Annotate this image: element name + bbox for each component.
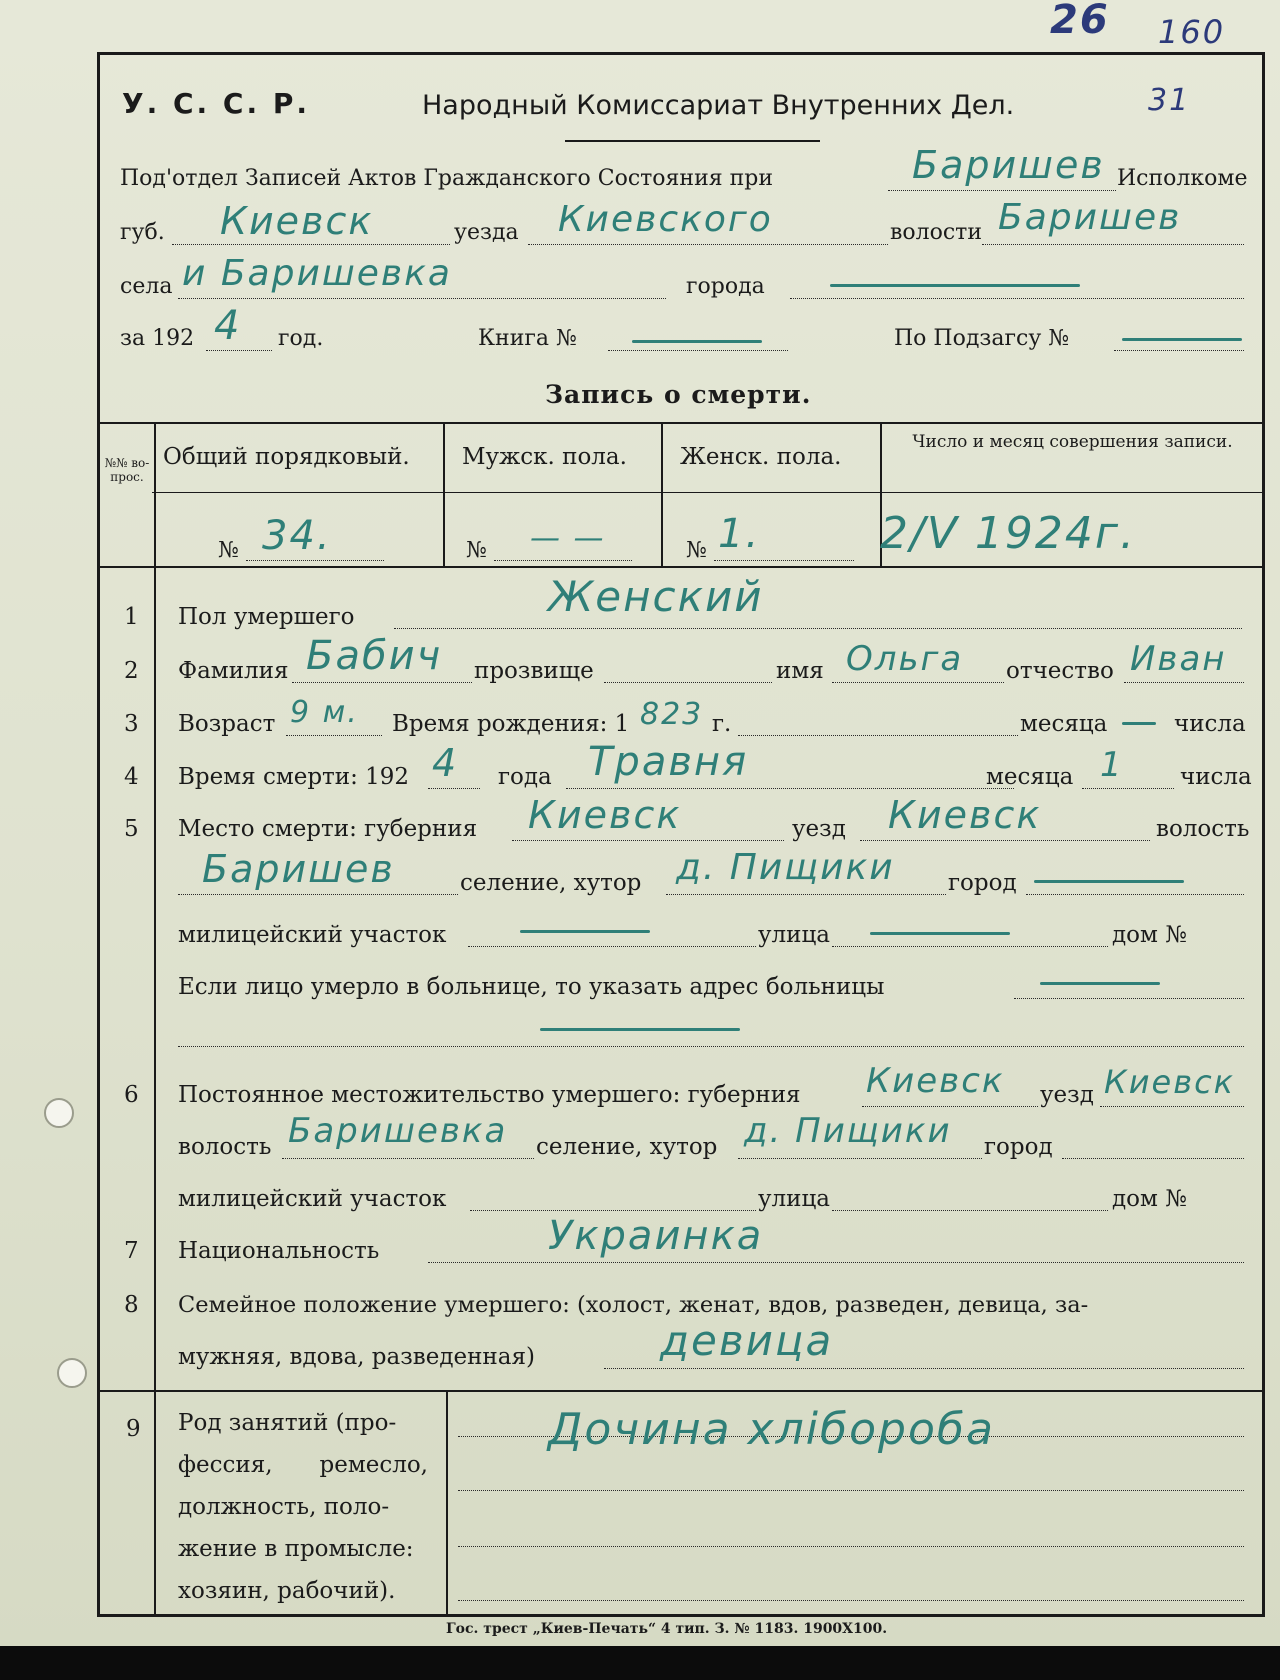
volost-label: волости — [890, 220, 983, 245]
row-6-gorod-dots — [1062, 1158, 1244, 1159]
printer-footer: Гос. трест „Киев-Печать“ 4 тип. З. № 1183. 1900Х100. — [446, 1621, 888, 1637]
row-2-prozv-label: прозвище — [474, 658, 594, 684]
row-4-chisla-label: числа — [1180, 764, 1252, 790]
col-male-header: Мужск. пола. — [462, 444, 627, 470]
gub-hw: Киевск — [220, 199, 374, 243]
volost-hw: Баришев — [998, 197, 1182, 238]
row-7-hw: Украинка — [548, 1213, 764, 1259]
gub-dots — [172, 244, 450, 245]
sheet-number: 160 — [1158, 13, 1226, 51]
row-5-ulica-label: улица — [758, 922, 830, 948]
row-9-dots-2 — [458, 1490, 1244, 1491]
female-hw: 1. — [718, 511, 761, 557]
row-3-mes-label: месяца — [1020, 711, 1108, 737]
col-date-header: Число и месяц совершения записи. — [912, 432, 1233, 452]
republic-title: У. С. С. Р. — [122, 87, 310, 120]
row-6-uezd-dots — [1100, 1106, 1244, 1107]
female-no-label: № — [686, 538, 707, 563]
row-2-prozv-dots — [604, 682, 772, 683]
row-5-hospital-dots-2 — [178, 1046, 1244, 1047]
row-2-imya-dots — [832, 682, 1004, 683]
row-3-g-dots — [738, 735, 1018, 736]
row-9-label-3: должность, поло- — [178, 1494, 390, 1520]
podzag-dots — [1114, 350, 1244, 351]
row-6-ulica-dots — [832, 1210, 1108, 1211]
record-title: Запись о смерти. — [545, 380, 812, 409]
table-top-rule — [100, 422, 1262, 424]
row-1-label: Пол умершего — [178, 604, 355, 630]
row-4-goda-label: года — [498, 764, 552, 790]
row-6-gub-dots — [862, 1106, 1038, 1107]
row-6-uezd-hw: Киевск — [1104, 1063, 1235, 1101]
row-6-selenie-hw: д. Пищики — [744, 1111, 952, 1151]
row-6-post-label: Постоянное местожительство умершего: губерния — [178, 1082, 801, 1108]
row-4-goda-dots — [566, 788, 1014, 789]
row-5-hospital-label: Если лицо умерло в больнице, то указать адрес больницы — [178, 974, 885, 1000]
row-2-imya-hw: Ольга — [846, 639, 964, 679]
gorod-dots — [790, 298, 1244, 299]
commissariat-title: Народный Комиссариат Внутренних Дел. — [422, 90, 1015, 121]
row-3-time-label: Время рождения: 1 — [392, 711, 630, 737]
row-5-ulica-dash — [870, 932, 1010, 935]
row-2-imya-label: имя — [776, 658, 824, 684]
row-7-dots — [428, 1262, 1244, 1263]
row-5-hospital-dash — [1040, 982, 1160, 985]
podzag-label: По Подзагсу № — [894, 326, 1070, 351]
selo-label: села — [120, 274, 173, 299]
row-7-label: Национальность — [178, 1238, 380, 1264]
subdept-label: Под'отдел Записей Актов Гражданского Состояния при — [120, 166, 774, 191]
female-dots — [714, 560, 854, 561]
table-bottom-rule — [100, 566, 1262, 568]
row-9-label-5: хозяин, рабочий). — [178, 1578, 396, 1604]
row-9-dots-4 — [458, 1600, 1244, 1601]
row-6-dom-label: дом № — [1112, 1186, 1187, 1212]
commissariat-hw: 31 — [1148, 83, 1191, 118]
general-no-label: № — [218, 538, 239, 563]
row-5-volost-dots — [178, 894, 458, 895]
male-hw: — — — [530, 521, 606, 556]
gorod-dash — [830, 284, 1080, 287]
row-3-num: 3 — [124, 711, 139, 737]
year-dots — [206, 350, 272, 351]
kniga-dots — [608, 350, 788, 351]
row-9-col-rule — [446, 1392, 448, 1616]
row-6-gub-hw: Киевск — [866, 1061, 1005, 1101]
volost-dots — [982, 244, 1244, 245]
row-4-time-label: Время смерти: 192 — [178, 764, 410, 790]
year-label: за 192 — [120, 326, 195, 351]
male-no-label: № — [466, 538, 487, 563]
row-9-num: 9 — [126, 1416, 141, 1442]
table-sub-rule — [152, 492, 1262, 493]
row-8-dots — [604, 1368, 1244, 1369]
row-6-ulica-label: улица — [758, 1186, 830, 1212]
row-3-vozrast-dots — [286, 735, 382, 736]
row-5-volost-label: волость — [1156, 816, 1250, 842]
table-col-2 — [443, 424, 445, 566]
row-5-num: 5 — [124, 816, 139, 842]
row-5-hospital-dash-2 — [540, 1028, 740, 1031]
row-8-label-2: мужняя, вдова, разведенная) — [178, 1344, 535, 1370]
row-9-label-4: жение в промысле: — [178, 1536, 414, 1562]
row-5-gub-hw: Киевск — [528, 793, 682, 837]
row-2-fam-hw: Бабич — [306, 633, 443, 679]
row-5-gorod-dash — [1034, 880, 1184, 883]
col-female-header: Женск. пола. — [680, 444, 842, 470]
ispolkom-label: Исполкоме — [1117, 166, 1248, 191]
row-9-label-1: Род занятий (про- — [178, 1410, 397, 1436]
kniga-label: Книга № — [478, 326, 577, 351]
row-5-uezd-dots — [860, 840, 1150, 841]
punch-hole-bottom — [57, 1358, 87, 1388]
row-9-label-2: фессия, ремесло, — [178, 1452, 428, 1478]
row-5-uezd-label: уезд — [792, 816, 846, 842]
row-6-milic-dots — [470, 1210, 756, 1211]
row-6-volost-label: волость — [178, 1134, 272, 1160]
row-5-gub-dots — [512, 840, 784, 841]
row-4-mes-dots — [1082, 788, 1174, 789]
row-5-gorod-label: город — [948, 870, 1017, 896]
row-6-volost-hw: Баришевка — [288, 1111, 508, 1151]
gorod-label: города — [686, 274, 765, 299]
male-dots — [494, 560, 632, 561]
row-5-selenie-label: селение, хутор — [460, 870, 642, 896]
general-hw: 34. — [262, 513, 332, 559]
row-6-milic-label: милицейский участок — [178, 1186, 447, 1212]
row-2-otch-dots — [1124, 682, 1244, 683]
podzag-dash — [1122, 338, 1242, 341]
god-label: год. — [278, 326, 324, 351]
row-4-mes-label: месяца — [986, 764, 1074, 790]
uezd-label: уезда — [454, 220, 519, 245]
selo-hw: и Баришевка — [182, 253, 452, 294]
row-6-volost-dots — [282, 1158, 534, 1159]
row-6-gorod-label: город — [984, 1134, 1053, 1160]
gub-label: губ. — [120, 220, 165, 245]
row-5-gorod-dots — [1026, 894, 1244, 895]
general-dots — [246, 560, 384, 561]
subdept-hw: Баришев — [912, 143, 1105, 187]
punch-hole-top — [44, 1098, 74, 1128]
row-3-mes-dash — [1122, 722, 1156, 725]
row-3-vozrast-hw: 9 м. — [290, 695, 359, 730]
col-general-header: Общий порядковый. — [163, 444, 410, 470]
row-5-dom-label: дом № — [1112, 922, 1187, 948]
row-3-vozrast-label: Возраст — [178, 711, 276, 737]
row-8-hw: девица — [660, 1316, 834, 1365]
row-9-hw: Дочина хлібороба — [548, 1404, 995, 1455]
uezd-dots — [528, 244, 888, 245]
row-8-label-1: Семейное положение умершего: (холост, женат, вдов, разведен, девица, за- — [178, 1292, 1089, 1318]
archive-mark: 26 — [1050, 0, 1110, 43]
row-5-mesto-label: Место смерти: губерния — [178, 816, 478, 842]
row-3-g-label: г. — [712, 711, 732, 737]
row-5-hospital-dots — [1014, 998, 1244, 999]
row-5-milic-dots — [468, 946, 756, 947]
row-2-otch-hw: Иван — [1130, 639, 1227, 679]
row-6-uezd-label: уезд — [1040, 1082, 1094, 1108]
row-5-selenie-dots — [666, 894, 946, 895]
row-1-hw: Женский — [548, 572, 764, 621]
row-7-num: 7 — [124, 1238, 139, 1264]
date-hw: 2/V 1924г. — [880, 508, 1136, 559]
row-2-fam-label: Фамилия — [178, 658, 289, 684]
row-9-dots-3 — [458, 1546, 1244, 1547]
row-1-dots — [394, 628, 1242, 629]
year-hw: 4 — [214, 303, 242, 349]
header-rule — [565, 140, 820, 142]
row-1-num: 1 — [124, 604, 139, 630]
row-5-milic-dash — [520, 930, 650, 933]
kniga-dash — [632, 340, 762, 343]
table-col-3 — [661, 424, 663, 566]
row-5-selenie-hw: д. Пищики — [676, 847, 895, 888]
row-5-ulica-dots — [832, 946, 1108, 947]
row-4-num: 4 — [124, 764, 139, 790]
row-4-year-hw: 4 — [432, 741, 459, 785]
row-6-num: 6 — [124, 1082, 139, 1108]
row-6-selenie-dots — [738, 1158, 982, 1159]
row-8-num: 8 — [124, 1292, 139, 1318]
table-col-1 — [154, 424, 156, 1616]
row-9-top-rule — [100, 1390, 1262, 1392]
selo-dots — [178, 298, 666, 299]
row-3-time-hw: 823 — [640, 697, 704, 732]
row-3-chisla-label: числа — [1174, 711, 1246, 737]
uezd-hw: Киевского — [558, 199, 773, 240]
subdept-dots — [888, 190, 1116, 191]
row-4-month-hw: Травня — [588, 739, 749, 785]
row-5-volost-hw: Баришев — [202, 847, 395, 891]
row-4-day-hw: 1 — [1100, 745, 1124, 785]
row-5-milic-label: милицейский участок — [178, 922, 447, 948]
row-4-year-dots — [428, 788, 480, 789]
scan-shadow — [0, 1646, 1280, 1680]
row-6-selenie-label: селение, хутор — [536, 1134, 718, 1160]
col-num-header: №№ во-прос. — [104, 456, 150, 484]
row-2-num: 2 — [124, 658, 139, 684]
row-2-fam-dots — [292, 682, 472, 683]
row-2-otch-label: отчество — [1006, 658, 1114, 684]
row-5-uezd-hw: Киевск — [888, 793, 1042, 837]
